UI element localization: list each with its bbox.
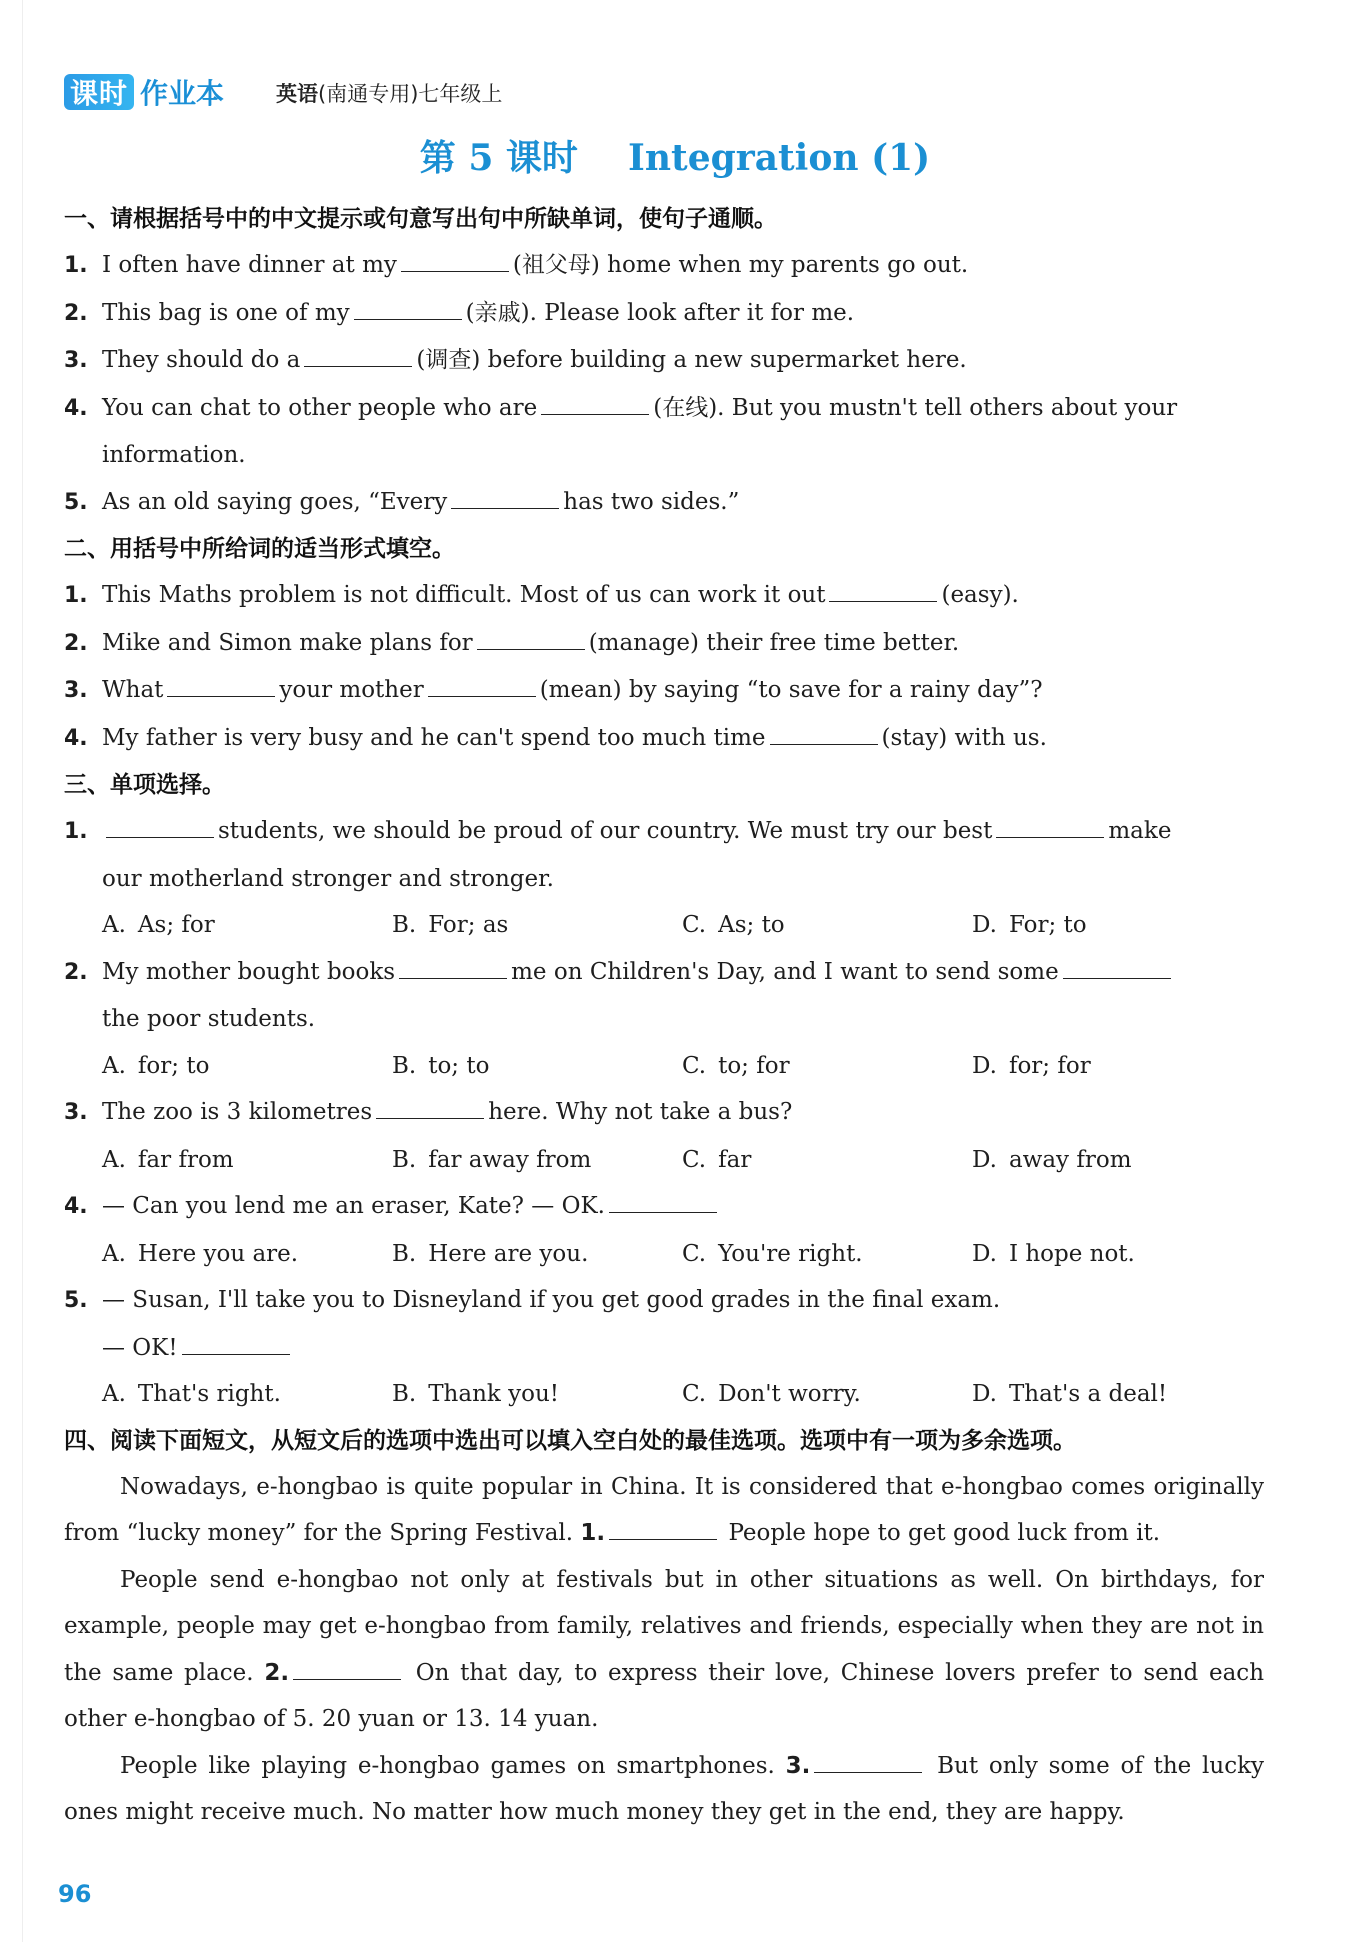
lesson-title: 第 5 课时 Integration (1) (419, 137, 931, 179)
answer-blank[interactable] (609, 1192, 717, 1213)
option-c[interactable] (682, 902, 972, 949)
item-text: — Can you lend me an eraser, Kate? — OK. (102, 1193, 605, 1219)
brand-name: 作业本 (140, 77, 225, 110)
item-number: 4. (64, 725, 88, 751)
s3-q5-options (64, 1371, 1264, 1418)
passage-paragraph-2 (64, 1557, 1264, 1743)
s3-q5 (64, 1277, 1264, 1325)
option-text: As; to (718, 912, 785, 938)
passage-paragraph-1 (64, 1464, 1264, 1557)
option-letter: C. (682, 1381, 707, 1407)
option-letter: B. (392, 912, 417, 938)
section-4-heading: 四、阅读下面短文，从短文后的选项中选出可以填入空白处的最佳选项。选项中有一项为多余选项。 (64, 1427, 1076, 1454)
item-number: 3. (64, 678, 88, 703)
option-letter: C. (682, 1146, 707, 1173)
answer-blank[interactable] (376, 1098, 484, 1119)
answer-blank[interactable] (1063, 958, 1171, 979)
option-letter: B. (392, 1146, 417, 1173)
option-text: That's right. (137, 1381, 281, 1407)
option-text: Thank you! (428, 1381, 560, 1407)
s1-item-3 (64, 337, 1264, 385)
item-number: 5. (64, 1288, 88, 1313)
answer-blank[interactable] (293, 1659, 401, 1680)
item-text: My mother bought books (102, 958, 396, 985)
passage-paragraph-3 (64, 1743, 1264, 1836)
item-text: I often have dinner at my (102, 252, 397, 278)
option-letter: D. (972, 1381, 997, 1407)
gap-number: 1. (580, 1520, 606, 1546)
item-number: 4. (64, 1194, 88, 1219)
option-text: For; to (1008, 912, 1087, 938)
s1-item-4-cont: information. (102, 442, 246, 468)
s3-q3-options (64, 1137, 1264, 1184)
item-text: You can chat to other people who are (102, 394, 538, 421)
option-letter: C. (682, 912, 707, 938)
answer-blank[interactable] (167, 676, 275, 697)
item-text: — Susan, I'll take you to Disneyland if you get good grades in the final exam. (102, 1287, 1001, 1313)
item-text: What (102, 677, 164, 703)
item-text: Mike and Simon make plans for (102, 629, 473, 656)
option-b[interactable] (392, 1043, 682, 1090)
option-b[interactable] (392, 902, 682, 949)
option-a[interactable] (102, 1137, 392, 1184)
option-letter: A. (102, 1240, 126, 1267)
subject-detail: (南通专用)七年级上 (318, 82, 503, 106)
option-a[interactable] (102, 1043, 392, 1090)
item-text: (在线). But you mustn't tell others about your (653, 394, 1178, 421)
item-text: (调查) before building a new supermarket here. (416, 347, 967, 373)
answer-blank[interactable] (829, 581, 937, 602)
option-letter: C. (682, 1240, 707, 1267)
option-letter: B. (392, 1240, 417, 1267)
item-text: has two sides.” (563, 488, 740, 515)
item-text: your mother (279, 677, 424, 703)
item-text: This bag is one of my (102, 299, 350, 326)
option-text: far from (137, 1146, 234, 1173)
item-text: (stay) with us. (881, 724, 1047, 751)
item-number: 4. (64, 395, 88, 421)
option-d[interactable] (972, 902, 1262, 949)
item-text: (easy). (941, 582, 1019, 608)
option-c[interactable] (682, 1043, 972, 1090)
item-text: students, we should be proud of our country. We must try our best (218, 818, 993, 844)
answer-blank[interactable] (770, 724, 878, 745)
answer-blank[interactable] (354, 299, 462, 320)
item-text: (祖父母) home when my parents go out. (512, 252, 969, 278)
option-letter: A. (102, 1052, 126, 1079)
item-text: This Maths problem is not difficult. Most of us can work it out (102, 582, 826, 608)
answer-blank[interactable] (106, 817, 214, 838)
item-text: (mean) by saying “to save for a rainy day”? (539, 677, 1043, 703)
s3-q1 (64, 808, 1264, 856)
item-number: 3. (64, 1100, 88, 1125)
s2-item-2 (64, 620, 1264, 668)
option-d[interactable] (972, 1043, 1262, 1090)
answer-blank[interactable] (182, 1334, 290, 1355)
s1-item-2 (64, 290, 1264, 338)
option-text: for; to (137, 1052, 210, 1079)
s3-q2 (64, 949, 1264, 997)
option-b[interactable] (392, 1231, 682, 1278)
item-number: 2. (64, 959, 88, 985)
item-text: me on Children's Day, and I want to send some (511, 958, 1059, 985)
answer-blank[interactable] (451, 488, 559, 509)
passage-text: On that day, to express their love, Chinese lovers prefer to send each other e-hongbao of 5. 20 yuan or 13. 14 yuan. (64, 1659, 1265, 1732)
option-c[interactable] (682, 1371, 972, 1418)
option-letter: B. (392, 1381, 417, 1407)
option-d[interactable] (972, 1137, 1262, 1184)
s3-q1-options (64, 902, 1264, 949)
option-letter: D. (972, 912, 997, 938)
item-text: (manage) their free time better. (588, 629, 960, 656)
option-text: far away from (428, 1146, 592, 1173)
option-text: For; as (428, 912, 509, 938)
passage-text: Nowadays, e-hongbao is quite popular in China. It is considered that e-hongbao comes originally from “lucky money” for the Spring Festival. (64, 1473, 1264, 1546)
answer-blank[interactable] (399, 958, 507, 979)
answer-blank[interactable] (996, 817, 1104, 838)
s3-q4-options (64, 1231, 1264, 1278)
item-text: The zoo is 3 kilometres (102, 1099, 373, 1125)
option-letter: A. (102, 1146, 126, 1173)
option-text: As; for (137, 912, 215, 938)
option-letter: B. (392, 1052, 417, 1079)
option-a[interactable] (102, 1231, 392, 1278)
answer-blank[interactable] (401, 251, 509, 272)
option-text: for; for (1008, 1052, 1091, 1079)
option-letter: A. (102, 1381, 126, 1407)
option-c[interactable] (682, 1137, 972, 1184)
s3-q1-cont: our motherland stronger and stronger. (102, 865, 554, 892)
section-1-heading: 一、请根据括号中的中文提示或句意写出句中所缺单词，使句子通顺。 (64, 206, 777, 232)
answer-blank[interactable] (541, 394, 649, 415)
section-3-heading: 三、单项选择。 (64, 772, 225, 798)
option-b[interactable] (392, 1137, 682, 1184)
option-b[interactable] (392, 1371, 682, 1418)
option-text: You're right. (718, 1240, 863, 1267)
answer-blank[interactable] (477, 629, 585, 650)
item-text: make (1108, 818, 1172, 844)
item-text: They should do a (102, 347, 301, 373)
option-text: Here are you. (428, 1240, 589, 1267)
brand-logo: 课时 (64, 74, 134, 110)
item-text: (亲戚). Please look after it for me. (465, 299, 855, 326)
gap-number: 3. (785, 1752, 811, 1779)
option-letter: D. (972, 1052, 997, 1079)
option-letter: C. (682, 1052, 707, 1079)
passage-text: But only some of the lucky ones might receive much. No matter how much money they get in the end, they are happy. (64, 1752, 1265, 1825)
item-text: here. Why not take a bus? (488, 1099, 793, 1125)
option-c[interactable] (682, 1231, 972, 1278)
page-number: 96 (58, 1880, 92, 1908)
answer-blank[interactable] (609, 1519, 717, 1540)
gap-number: 2. (264, 1659, 290, 1686)
page-edge (22, 0, 23, 1942)
option-a[interactable] (102, 1371, 392, 1418)
option-d[interactable] (972, 1371, 1262, 1418)
item-text: As an old saying goes, “Every (102, 488, 448, 515)
option-letter: A. (102, 912, 126, 938)
s2-item-3 (64, 667, 1264, 715)
option-d[interactable] (972, 1231, 1262, 1278)
item-text: — OK! (102, 1334, 178, 1361)
s1-item-1 (64, 242, 1264, 290)
item-number: 5. (64, 489, 88, 515)
option-text: I hope not. (1008, 1240, 1135, 1267)
item-number: 1. (64, 583, 88, 608)
s3-q5-reply (64, 1325, 1264, 1372)
s1-item-4 (64, 385, 1264, 433)
item-number: 3. (64, 348, 88, 373)
option-letter: D. (972, 1146, 997, 1173)
option-letter: D. (972, 1240, 997, 1267)
s3-q3 (64, 1089, 1264, 1137)
passage-text: People hope to get good luck from it. (728, 1520, 1161, 1546)
subject-name: 英语 (276, 82, 318, 106)
option-text: Don't worry. (718, 1381, 861, 1407)
s1-item-5 (64, 479, 1264, 527)
s3-q2-cont: the poor students. (102, 1006, 316, 1032)
passage-text: People like playing e-hongbao games on smartphones. (120, 1752, 775, 1779)
item-number: 2. (64, 630, 88, 656)
item-number: 1. (64, 253, 88, 278)
s2-item-1 (64, 572, 1264, 620)
option-a[interactable] (102, 902, 392, 949)
section-2-heading: 二、用括号中所给词的适当形式填空。 (64, 536, 455, 562)
option-text: far (718, 1146, 752, 1173)
answer-blank[interactable] (428, 676, 536, 697)
option-text: Here you are. (137, 1240, 299, 1267)
option-text: to; to (428, 1052, 490, 1079)
s3-q4 (64, 1183, 1264, 1231)
option-text: That's a deal! (1008, 1381, 1168, 1407)
passage-text: People send e-hongbao not only at festivals but in other situations as well. On birthdays, for example, people may get e-hongbao from family, relatives and friends, especially when they are not in the same place. (64, 1566, 1264, 1686)
s3-q2-options (64, 1043, 1264, 1090)
item-text: My father is very busy and he can't spend too much time (102, 724, 766, 751)
subject-line (276, 78, 502, 108)
brand-header (64, 72, 224, 112)
exercise-content (64, 196, 1264, 1836)
answer-blank[interactable] (304, 346, 412, 367)
answer-blank[interactable] (814, 1752, 922, 1773)
option-text: to; for (718, 1052, 790, 1079)
s2-item-4 (64, 715, 1264, 763)
item-number: 1. (64, 819, 88, 844)
option-text: away from (1008, 1146, 1132, 1173)
item-number: 2. (64, 300, 88, 326)
